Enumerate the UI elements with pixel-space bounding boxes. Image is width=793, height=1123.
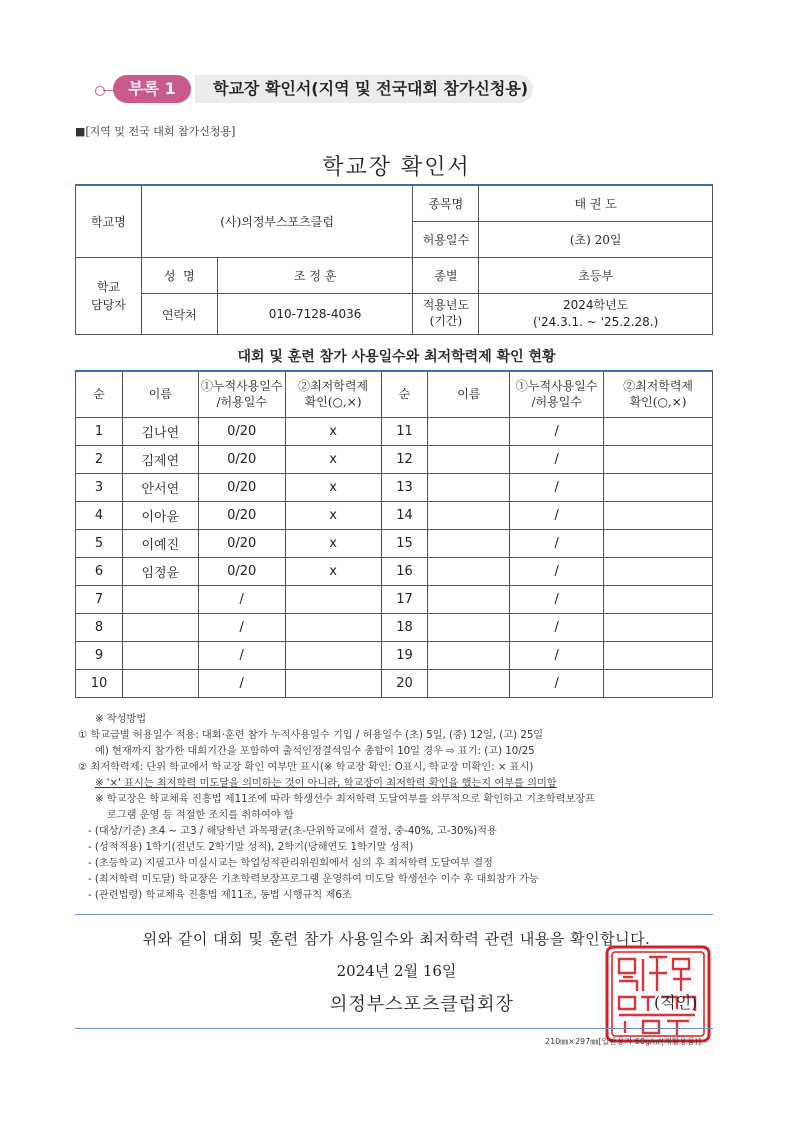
year-value: 2024학년도 ('24.3.1. ~ '25.2.28.) <box>479 294 713 335</box>
table-cell <box>604 474 713 502</box>
table-row <box>76 446 713 474</box>
table-row <box>76 502 713 530</box>
table-cell: / <box>510 530 604 558</box>
roster-header-cell: 순 <box>381 371 428 418</box>
note-2-b: ※ 학교장은 학교체육 진흥법 제11조에 따라 학생선수 최저학력 도달여부를 의무적으로 확인하고 기초학력보장프 <box>95 794 595 805</box>
table-cell <box>428 502 510 530</box>
table-row <box>76 670 713 698</box>
info-table <box>75 184 713 335</box>
table-cell: x <box>285 558 381 586</box>
table-cell <box>285 642 381 670</box>
table-cell <box>122 670 198 698</box>
event-value: 태 권 도 <box>479 185 713 222</box>
roster-header-cell: 이름 <box>428 371 510 418</box>
table-cell: 0/20 <box>198 446 285 474</box>
table-cell <box>604 586 713 614</box>
table-cell <box>285 586 381 614</box>
year-label: 적용년도 (기간) <box>413 294 479 335</box>
roster-header-cell: ①누적사용일수 /허용일수 <box>198 371 285 418</box>
table-cell <box>285 670 381 698</box>
table-cell <box>428 558 510 586</box>
table-cell: 10 <box>76 670 123 698</box>
notes-heading: ※ 작성방법 <box>95 714 147 725</box>
table-cell <box>428 586 510 614</box>
banner-dot <box>95 86 105 96</box>
table-cell: 3 <box>76 474 123 502</box>
table-cell <box>428 614 510 642</box>
table-cell: / <box>510 614 604 642</box>
type-value: 초등부 <box>479 258 713 294</box>
detail-3: - (초등학교) 지필고사 미실시교는 학업성적관리위원회에서 심의 후 최저학력 도달여부 결정 <box>88 858 493 869</box>
table-cell <box>428 530 510 558</box>
school-value: (사)의정부스포츠클럽 <box>141 185 413 258</box>
note-2-a: ※ '×' 표시는 최저학력 미도달을 의미하는 것이 아니라, 학교장이 최저학력 확인을 했는지 여부를 의미함 <box>95 778 557 789</box>
table-cell: 20 <box>381 670 428 698</box>
table-cell <box>604 418 713 446</box>
note-1-example: 예) 현재까지 참가한 대회기간을 포함하여 출석인정결석일수 총합이 10일 경우 ⇨ 표기: (고) 10/25 <box>95 746 535 757</box>
table-cell: x <box>285 530 381 558</box>
section-title: 대회 및 훈련 참가 사용일수와 최저학력제 확인 현황 <box>237 349 556 365</box>
roster-header-cell: ②최저학력제 확인(○,×) <box>604 371 713 418</box>
table-cell <box>428 418 510 446</box>
table-cell: / <box>510 446 604 474</box>
table-cell: 4 <box>76 502 123 530</box>
instructions <box>78 712 718 904</box>
table-cell: x <box>285 502 381 530</box>
table-cell: 임정윤 <box>122 558 198 586</box>
table-row <box>76 530 713 558</box>
table-cell <box>428 642 510 670</box>
table-cell: 0/20 <box>198 502 285 530</box>
table-row <box>76 586 713 614</box>
table-cell: 16 <box>381 558 428 586</box>
table-cell: 0/20 <box>198 530 285 558</box>
table-cell: / <box>510 502 604 530</box>
note-2-c: 로그램 운영 등 적절한 조치를 취하여야 함 <box>107 810 294 821</box>
table-cell <box>122 586 198 614</box>
event-label: 종목명 <box>413 185 479 222</box>
table-cell: / <box>510 558 604 586</box>
table-cell: 이아윤 <box>122 502 198 530</box>
table-cell: 이예진 <box>122 530 198 558</box>
contact-label: 연락처 <box>141 294 217 335</box>
manager-label: 학교 담당자 <box>76 258 142 335</box>
note-1: ① 학교급별 허용일수 적용: 대회·훈련 참가 누적사용일수 기입 / 허용일수 (초) 5일, (중) 12일, (고) 25일 <box>78 730 544 741</box>
roster-header-row <box>76 371 713 418</box>
table-cell <box>122 614 198 642</box>
appendix-badge: 부록 1 <box>113 75 191 103</box>
days-value: (초) 20일 <box>479 222 713 258</box>
table-cell: 0/20 <box>198 474 285 502</box>
subheading: ■[지역 및 전국 대회 참가신청용] <box>75 125 236 138</box>
table-cell: 5 <box>76 530 123 558</box>
days-label: 허용일수 <box>413 222 479 258</box>
table-cell: 김제연 <box>122 446 198 474</box>
table-cell: / <box>198 642 285 670</box>
table-cell: 15 <box>381 530 428 558</box>
table-cell: 19 <box>381 642 428 670</box>
school-label: 학교명 <box>76 185 142 258</box>
table-cell: x <box>285 474 381 502</box>
table-cell: 11 <box>381 418 428 446</box>
table-cell: x <box>285 418 381 446</box>
table-cell: 18 <box>381 614 428 642</box>
table-cell: 7 <box>76 586 123 614</box>
table-cell: 14 <box>381 502 428 530</box>
table-row <box>76 558 713 586</box>
table-cell: 2 <box>76 446 123 474</box>
table-cell <box>604 642 713 670</box>
document-title: 학교장 확인서 <box>322 155 471 180</box>
table-cell: 김나연 <box>122 418 198 446</box>
roster-table <box>75 370 713 698</box>
table-cell: 0/20 <box>198 418 285 446</box>
table-cell <box>604 446 713 474</box>
roster-header-cell: ②최저학력제 확인(○,×) <box>285 371 381 418</box>
table-cell: / <box>198 586 285 614</box>
table-cell: / <box>510 642 604 670</box>
table-row <box>76 474 713 502</box>
detail-2: - (성적적용) 1학기(전년도 2학기말 성적), 2학기(당해연도 1학기말 성적) <box>88 842 414 853</box>
table-cell <box>604 558 713 586</box>
name-label: 성 명 <box>141 258 217 294</box>
table-cell: 9 <box>76 642 123 670</box>
table-cell: / <box>510 418 604 446</box>
table-cell <box>604 614 713 642</box>
signer-name: 의정부스포츠클럽회장 <box>330 994 514 1015</box>
confirmation-text: 위와 같이 대회 및 훈련 참가 사용일수와 최저학력 관련 내용을 확인합니다. <box>142 930 651 948</box>
seal-label: (직인) <box>654 993 698 1012</box>
detail-4: - (최저학력 미도달) 학교장은 기초학력보장프로그램 운영하여 미도달 학생선수 이수 후 대회참가 가능 <box>88 874 539 885</box>
footer-divider <box>75 1028 713 1029</box>
table-cell: 1 <box>76 418 123 446</box>
table-cell <box>428 670 510 698</box>
table-cell: / <box>198 670 285 698</box>
note-2: ② 최저학력제: 단위 학교에서 학교장 확인 여부만 표시(※ 학교장 확인: O표시, 학교장 미확인: × 표시) <box>78 762 534 773</box>
table-cell: 0/20 <box>198 558 285 586</box>
table-cell: 6 <box>76 558 123 586</box>
table-cell: / <box>510 586 604 614</box>
type-label: 종별 <box>413 258 479 294</box>
table-cell <box>604 502 713 530</box>
table-cell <box>285 614 381 642</box>
roster-header-cell: 이름 <box>122 371 198 418</box>
banner-title: 학교장 확인서(지역 및 전국대회 참가신청용) <box>195 75 533 103</box>
table-cell: 13 <box>381 474 428 502</box>
roster-header-cell: 순 <box>76 371 123 418</box>
table-row <box>76 642 713 670</box>
table-cell <box>428 446 510 474</box>
table-cell: / <box>510 670 604 698</box>
paper-spec: 210㎜×297㎜[일반용지 60g/㎡(재활용품)] <box>545 1037 702 1046</box>
table-cell: / <box>198 614 285 642</box>
contact-value: 010-7128-4036 <box>217 294 413 335</box>
table-cell: 8 <box>76 614 123 642</box>
table-cell <box>428 474 510 502</box>
table-cell: 17 <box>381 586 428 614</box>
table-row <box>76 418 713 446</box>
table-cell <box>604 670 713 698</box>
table-cell <box>604 530 713 558</box>
table-cell: 안서연 <box>122 474 198 502</box>
table-cell: / <box>510 474 604 502</box>
table-cell <box>122 642 198 670</box>
name-value: 조 정 훈 <box>217 258 413 294</box>
issue-date: 2024년 2월 16일 <box>336 962 457 980</box>
table-cell: 12 <box>381 446 428 474</box>
table-row <box>76 614 713 642</box>
roster-header-cell: ①누적사용일수 /허용일수 <box>510 371 604 418</box>
detail-5: - (관련법령) 학교체육 진흥법 제11조, 동법 시행규칙 제6조 <box>88 890 352 901</box>
table-cell: x <box>285 446 381 474</box>
detail-1: - (대상/기준) 초4 ~ 고3 / 해당학년 과목평균(초-단위학교에서 결정, 중-40%, 고-30%)적용 <box>88 826 497 837</box>
divider <box>75 914 713 915</box>
